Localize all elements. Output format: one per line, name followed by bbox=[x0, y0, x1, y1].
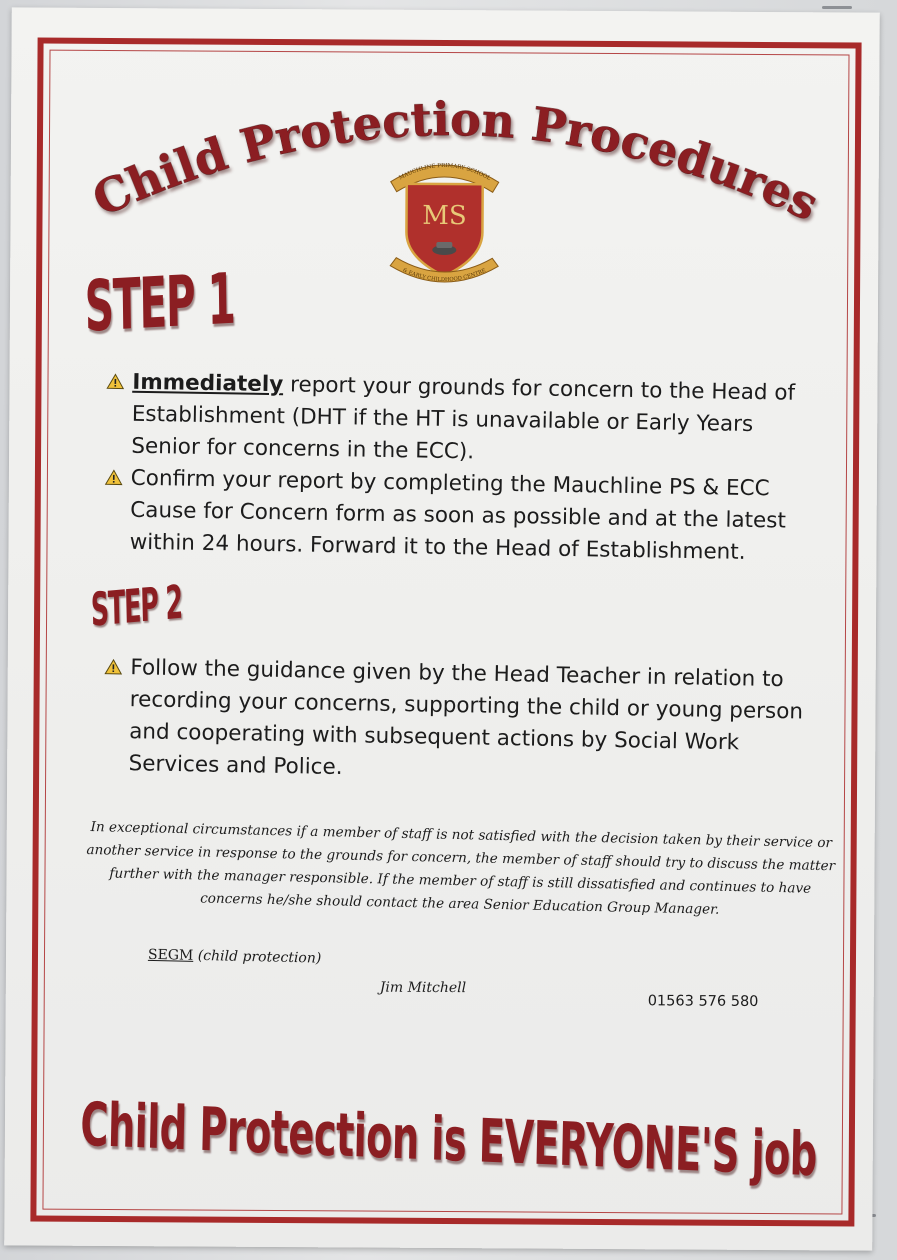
contact-role-abbr: SEGM bbox=[147, 946, 194, 964]
warning-triangle-icon bbox=[104, 659, 122, 675]
list-item bbox=[102, 652, 804, 793]
step-2-item-1-text: Follow the guidance given by the Head Teacher in relation to recording your concerns, supporting the child or young person and cooperating with subsequent actions by Social Work Services and Police. bbox=[128, 655, 804, 781]
exceptional-circumstances-note: In exceptional circumstances if a member of staff is not satisfied with the decision taken by their service or another service in response to the grounds for concern, the member of staff should try to discuss the matter further with the manager responsible. If the member of staff is still dissatisfied and continues to have concerns he/she should contact the area Senior Education Group Manager. bbox=[86, 819, 836, 918]
footer-slogan: Child Protection is EVERYONE'S job bbox=[79, 1089, 818, 1191]
list-item bbox=[105, 366, 806, 474]
svg-text:& EARLY CHILDHOOD CENTRE: & EARLY CHILDHOOD CENTRE bbox=[401, 267, 487, 284]
svg-text:MS: MS bbox=[422, 200, 467, 232]
contact-role-suffix: (child protection) bbox=[193, 947, 322, 967]
step-1-heading: STEP 1 bbox=[84, 257, 236, 348]
step-1-list bbox=[103, 366, 806, 570]
warning-triangle-icon bbox=[106, 373, 124, 389]
list-item bbox=[103, 462, 804, 570]
contact-role bbox=[148, 947, 322, 967]
contact-phone: 01563 576 580 bbox=[647, 993, 759, 1010]
svg-text:Child Protection Procedures: Child Protection Procedures bbox=[84, 91, 827, 232]
school-badge-logo bbox=[382, 146, 507, 297]
step-1-item-1-text: report your grounds for concern to the Head of Establishment (DHT if the HT is unavailable or Early Years Senior for concerns in the ECC). bbox=[131, 372, 796, 465]
contact-name: Jim Mitchell bbox=[379, 979, 467, 997]
pin-top-right bbox=[822, 6, 852, 9]
step-2-list bbox=[102, 652, 804, 793]
step-2-heading: STEP 2 bbox=[90, 574, 183, 637]
poster bbox=[4, 7, 880, 1250]
step-1-item-2-text: Confirm your report by completing the Mauchline PS & ECC Cause for Concern form as soon as possible and at the latest within 24 hours. Forward it to the Head of Establishment. bbox=[129, 465, 787, 565]
emphasis-immediately: Immediately bbox=[132, 369, 284, 398]
warning-triangle-icon bbox=[105, 469, 123, 485]
svg-text:MAUCHLINE PRIMARY SCHOOL: MAUCHLINE PRIMARY SCHOOL bbox=[398, 162, 492, 182]
